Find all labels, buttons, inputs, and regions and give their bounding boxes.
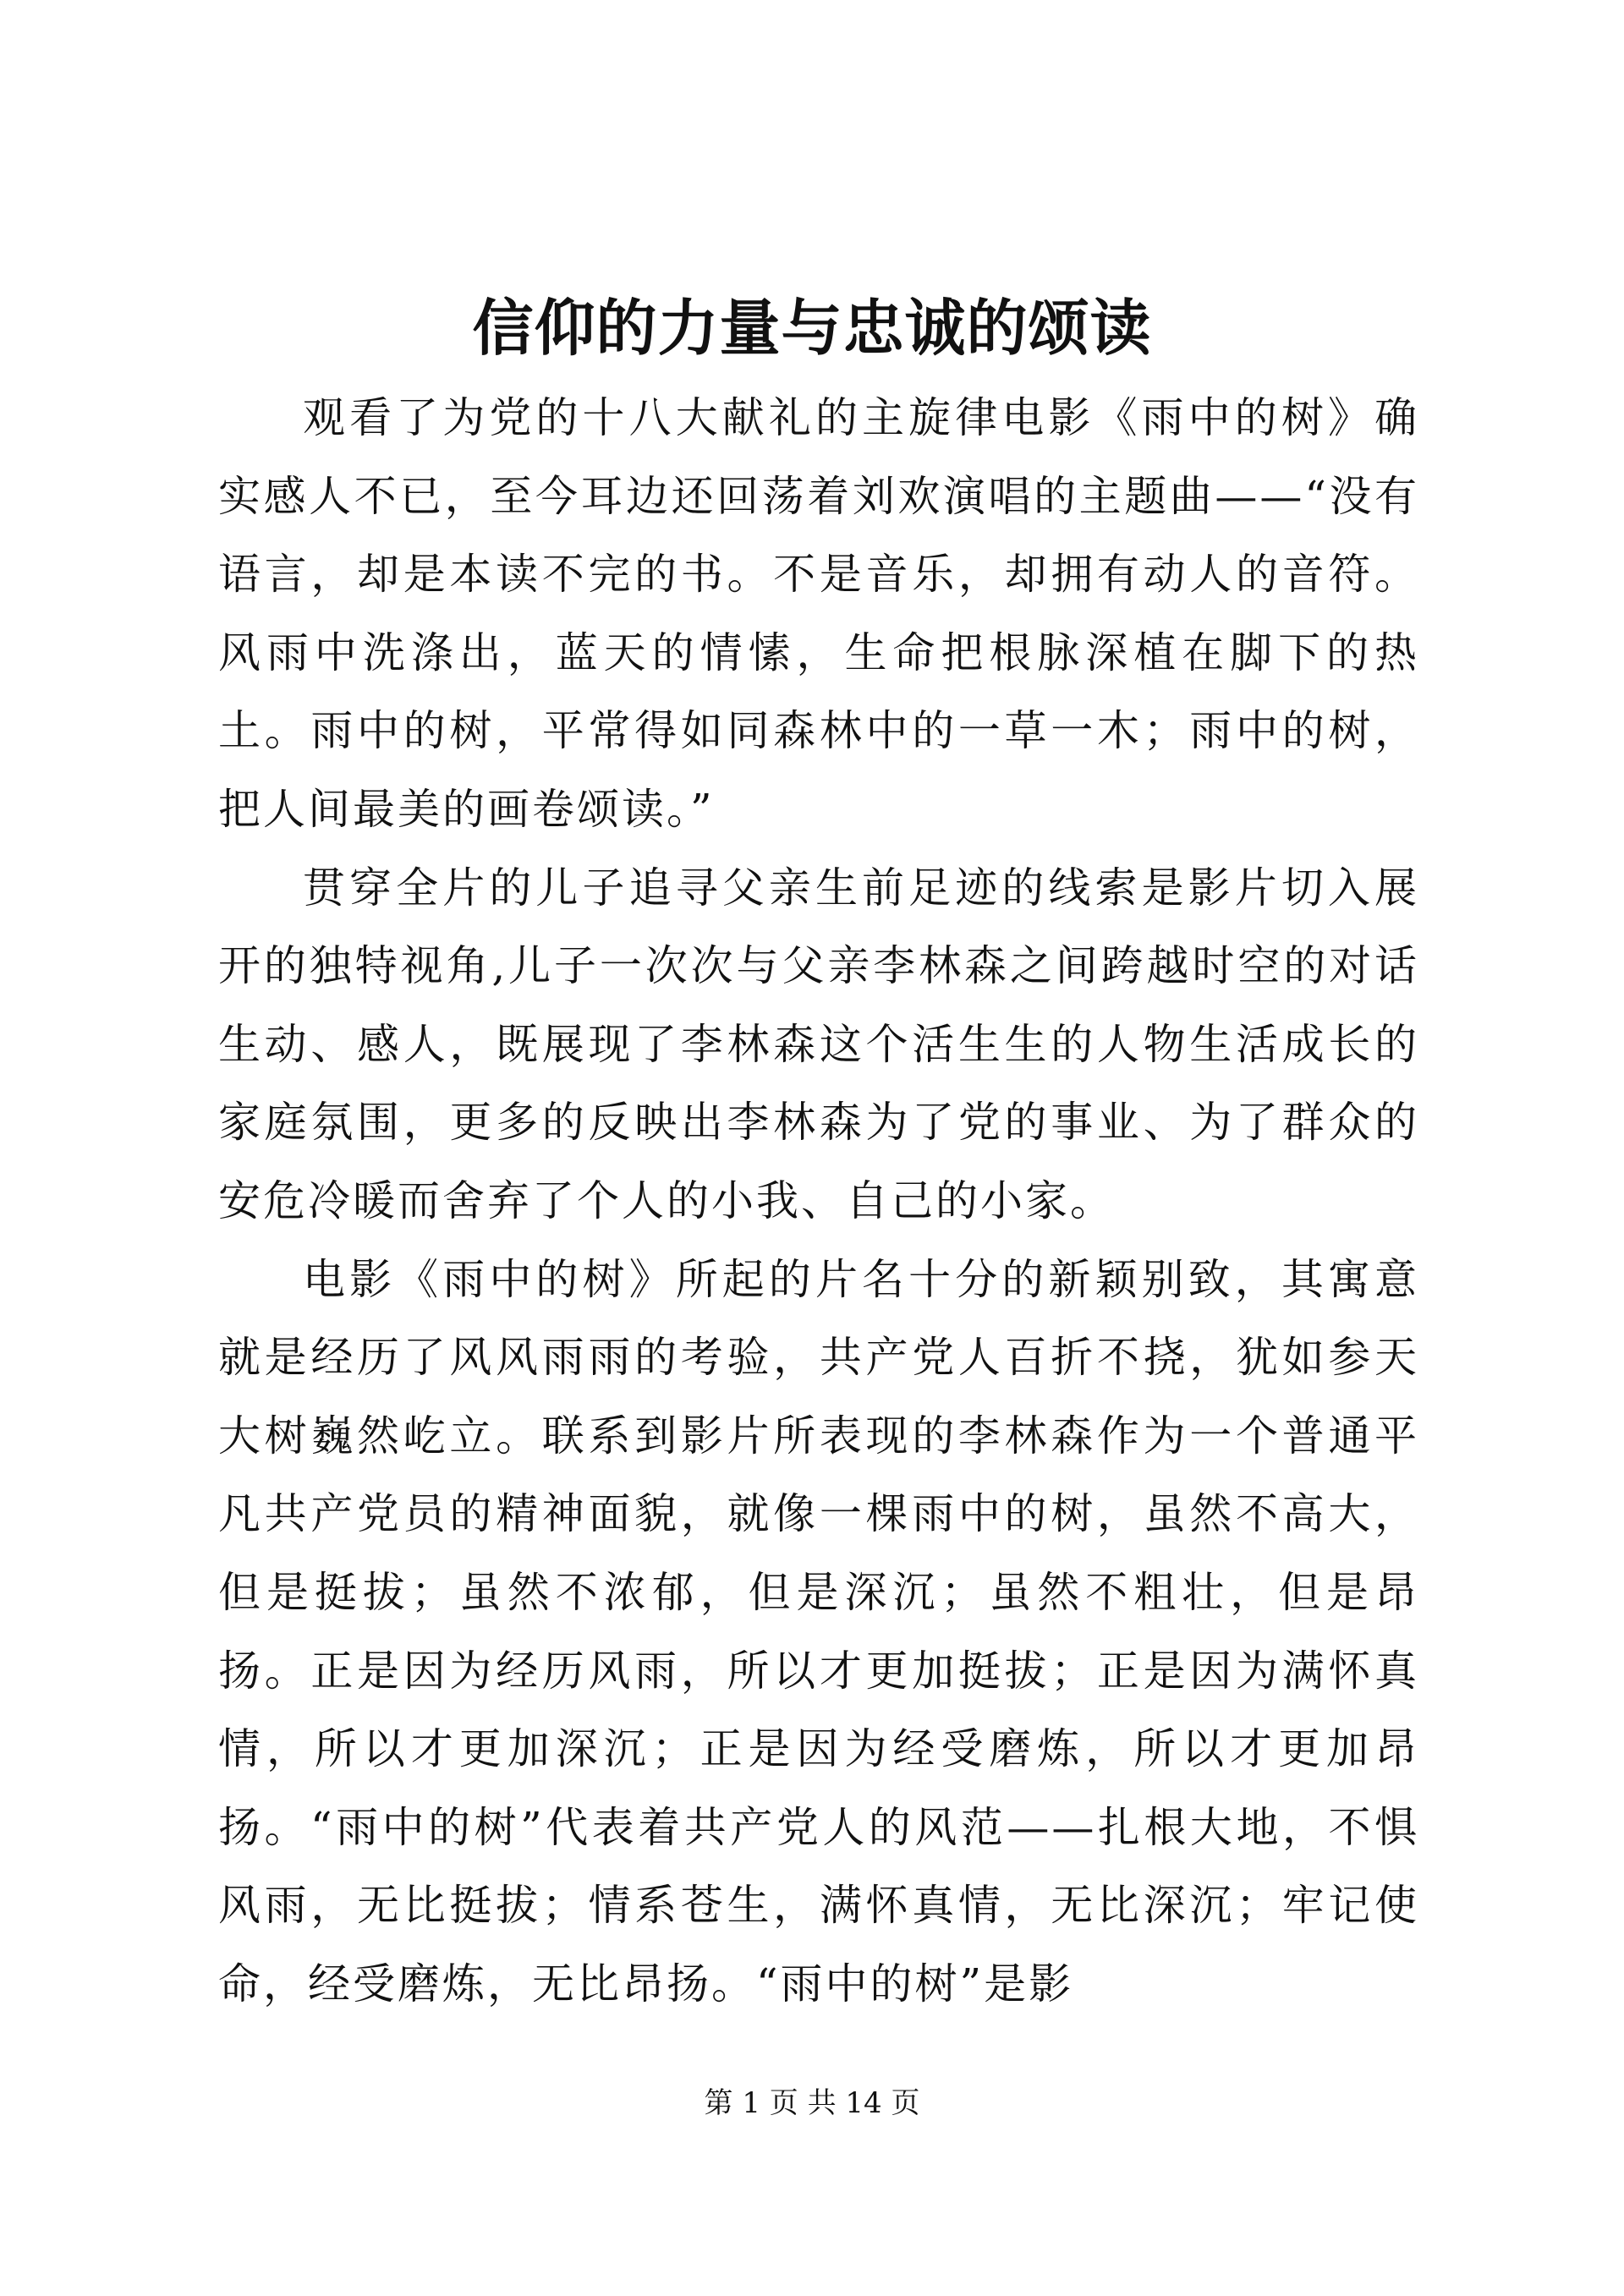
paragraph-2: 贯穿全片的儿子追寻父亲生前足迹的线索是影片切入展开的独特视角,儿子一次次与父亲李林森之间跨越时空的对话生动、感人，既展现了李林森这个活生生的人物生活成长的家庭氛围，更多的反映出李林森为了党的事业、为了群众的安危冷暖而舍弃了个人的小我、自己的小家。 <box>218 863 1419 1225</box>
document-title: 信仰的力量与忠诚的颂读 <box>472 292 1152 364</box>
paragraph-3: 电影《雨中的树》所起的片名十分的新颖别致，其寓意就是经历了风风雨雨的考验，共产党人百折不挠，犹如参天大树巍然屹立。联系到影片所表现的李林森作为一个普通平凡共产党员的精神面貌，就像一棵雨中的树，虽然不高大，但是挺拔；虽然不浓郁，但是深沉；虽然不粗壮，但是昂扬。正是因为经历风雨，所以才更加挺拔；正是因为满怀真情，所以才更加深沉；正是因为经受磨炼，所以才更加昂扬。“雨中的树”代表着共产党人的风范——扎根大地，不惧风雨，无比挺拔；情系苍生，满怀真情，无比深沉；牢记使命，经受磨炼，无比昂扬。“雨中的树”是影 <box>218 1254 1419 2008</box>
page-footer: 第 1 页 共 14 页 <box>704 2086 920 2120</box>
document-body <box>218 379 1419 2023</box>
paragraph-1: 观看了为党的十八大献礼的主旋律电影《雨中的树》确实感人不已，至今耳边还回荡着刘欢演唱的主题曲——“没有语言，却是本读不完的书。不是音乐，却拥有动人的音符。风雨中洗涤出，蓝天的情愫，生命把根脉深植在脚下的热土。雨中的树，平常得如同森林中的一草一木；雨中的树，把人间最美的画卷颂读。” <box>218 393 1419 834</box>
